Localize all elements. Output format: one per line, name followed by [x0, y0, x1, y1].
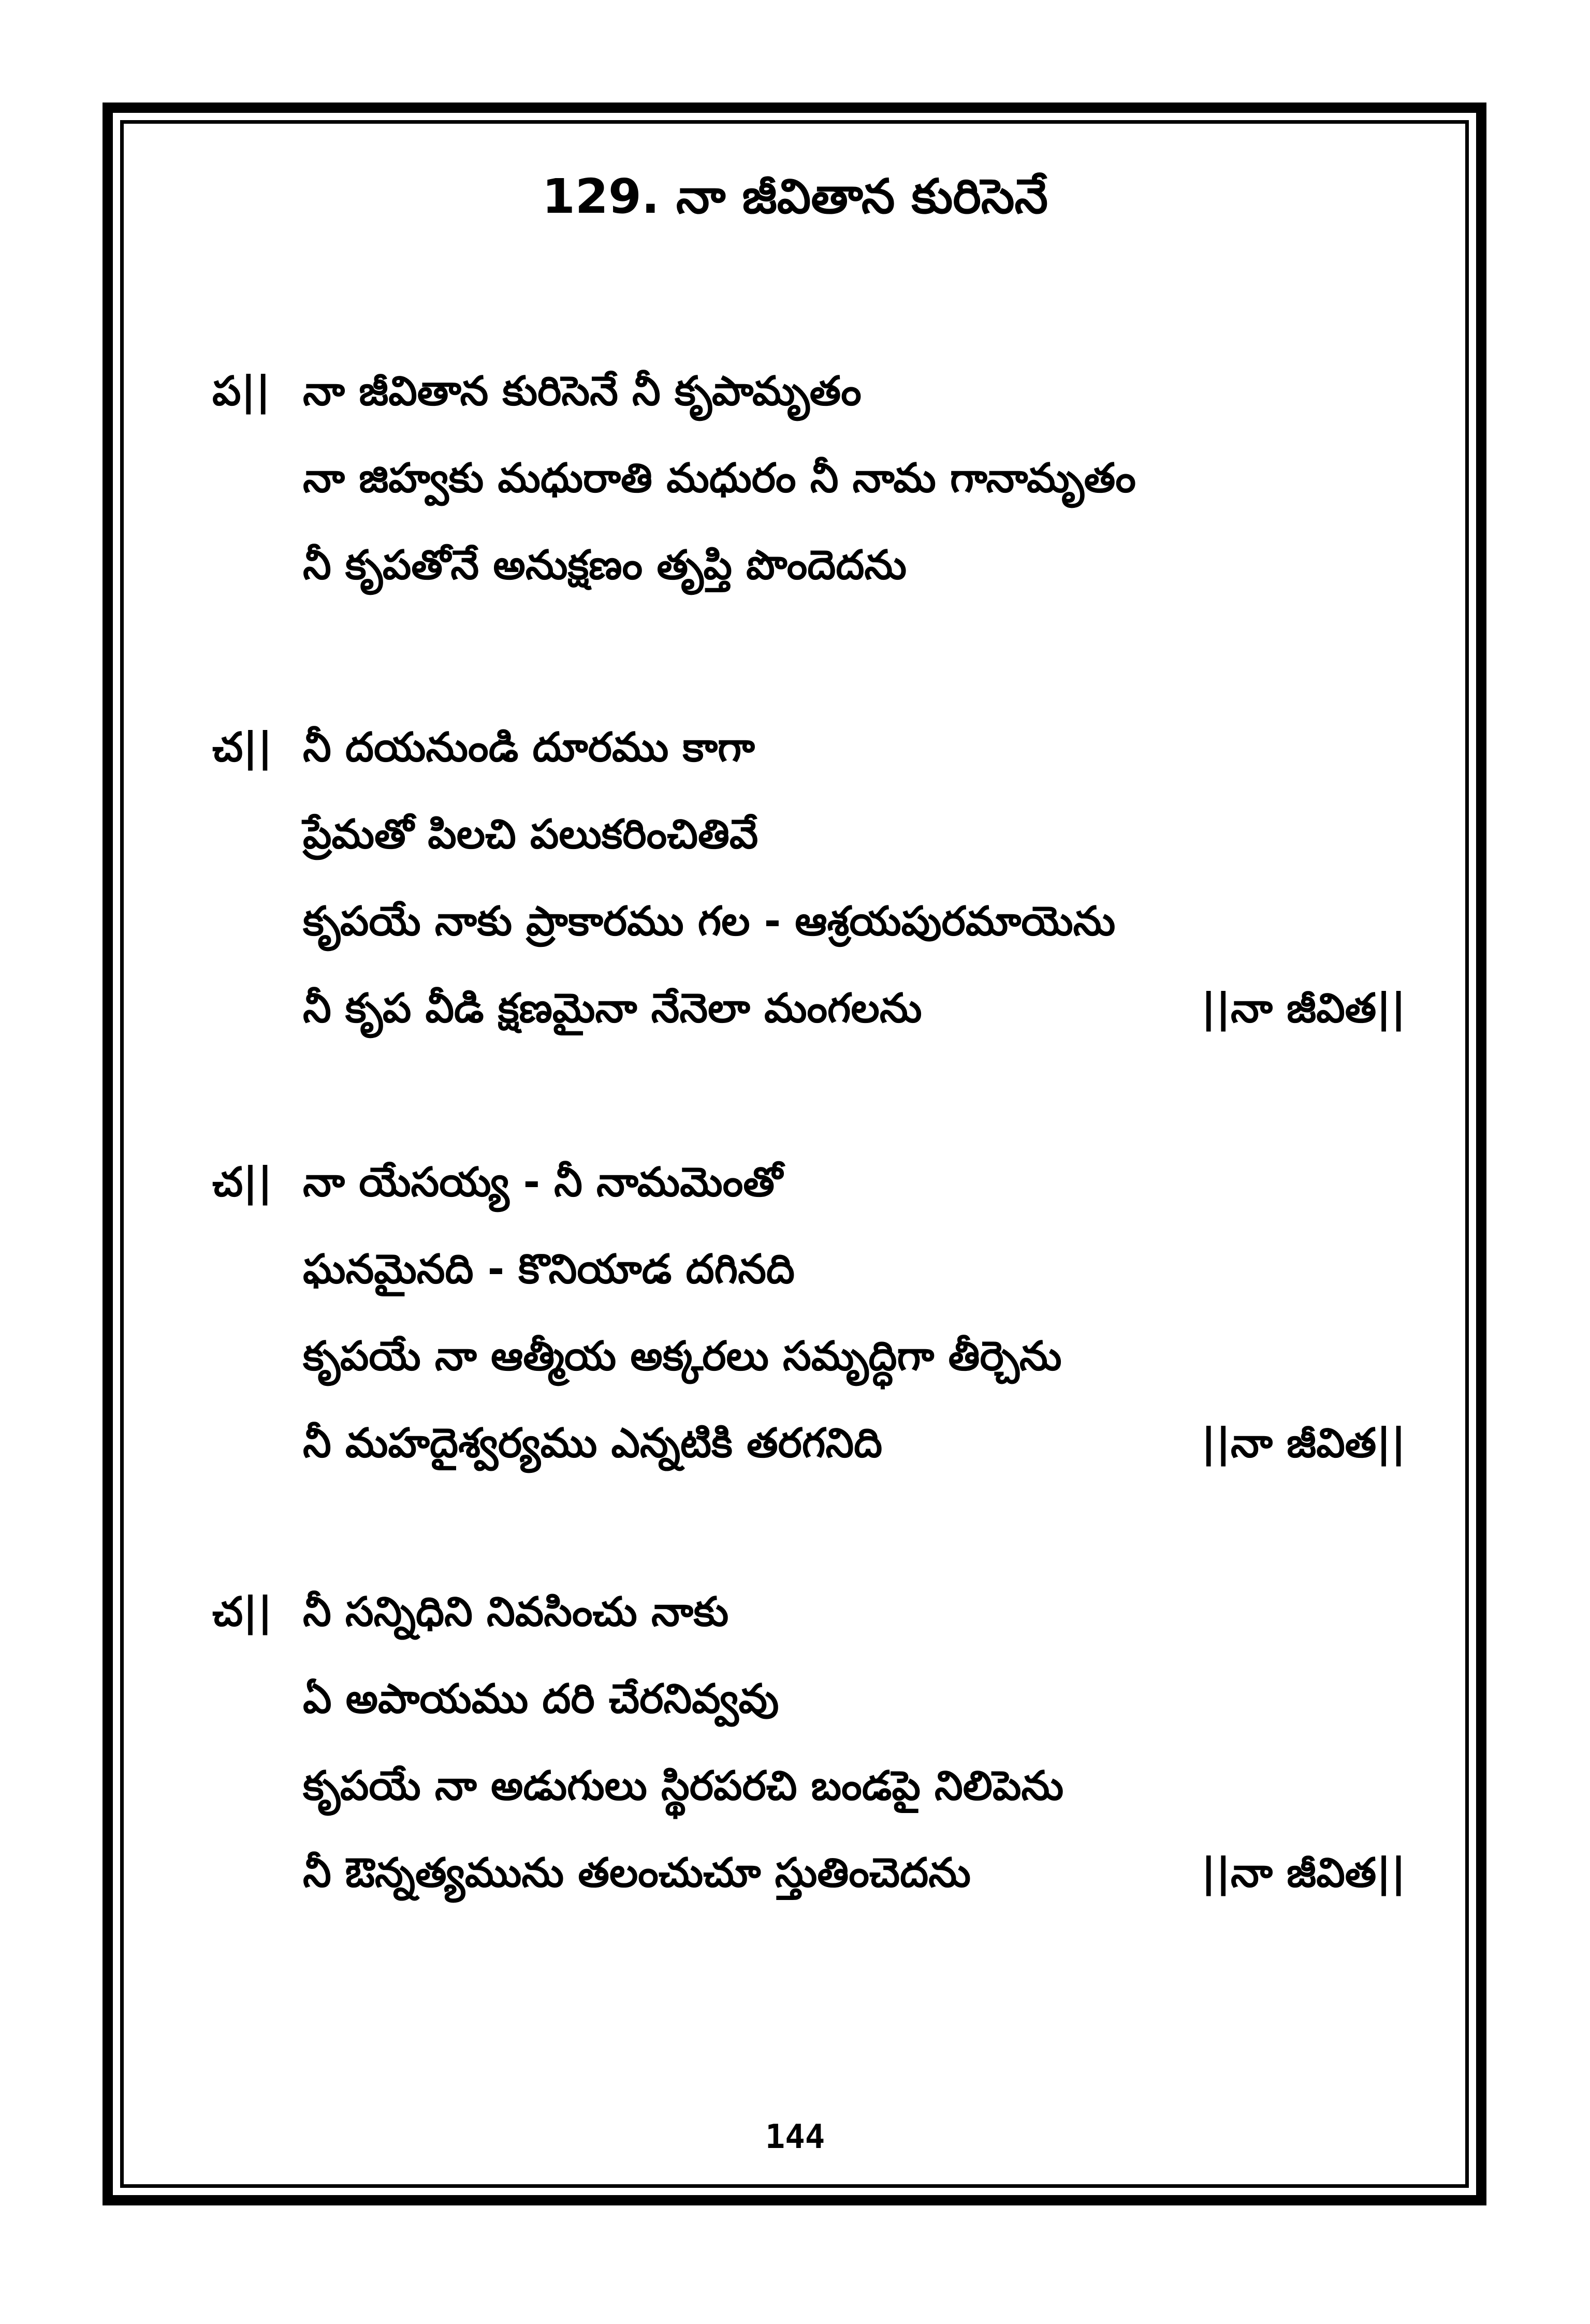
lyric-line: కృపయే నా ఆత్మీయ అక్కరలు సమృద్ధిగా తీర్చెను — [303, 1333, 1062, 1380]
lyric-line: నీ దయనుండి దూరము కాగా — [303, 724, 755, 771]
stanza-charanam-3 — [0, 1569, 1590, 1917]
lyric-line: ఏ అపాయము దరి చేరనివ్వవు — [303, 1676, 779, 1722]
lyric-line: ఘనమైనది - కొనియాడ దగినది — [303, 1246, 795, 1293]
stanza-line — [0, 1400, 1590, 1487]
stanza-line — [0, 522, 1590, 609]
stanza-line — [0, 1226, 1590, 1313]
stanza-line — [0, 1139, 1590, 1226]
stanza-marker: చ|| — [212, 724, 273, 771]
stanza-line — [0, 878, 1590, 965]
stanza-line — [0, 435, 1590, 522]
stanza-line — [0, 965, 1590, 1052]
lyric-line: నా యేసయ్య - నీ నామమెంతో — [303, 1159, 783, 1206]
stanza-line — [0, 1569, 1590, 1656]
stanza-line — [0, 1656, 1590, 1743]
lyric-line: నీ కృపతోనే అనుక్షణం తృప్తి పొందెదను — [303, 542, 907, 589]
lyric-line: నా జీవితాన కురిసెనే నీ కృపామృతం — [303, 368, 862, 415]
lyric-line: ప్రేమతో పిలచి పలుకరించితివే — [303, 811, 758, 858]
lyric-line: కృపయే నాకు ప్రాకారము గల - ఆశ్రయపురమాయెను — [303, 898, 1116, 945]
stanza-line — [0, 1743, 1590, 1830]
lyric-line: నీ మహదైశ్వర్యము ఎన్నటికి తరగనిది — [303, 1420, 883, 1467]
lyric-line: నీ సన్నిధిని నివసించు నాకు — [303, 1589, 729, 1635]
refrain-marker: ||నా జీవిత|| — [1201, 1420, 1406, 1467]
stanza-marker: చ|| — [212, 1159, 273, 1206]
stanza-charanam-1 — [0, 704, 1590, 1052]
stanza-line — [0, 1830, 1590, 1917]
stanza-line — [0, 791, 1590, 878]
stanza-marker: చ|| — [212, 1589, 273, 1635]
stanza-charanam-2 — [0, 1139, 1590, 1487]
refrain-marker: ||నా జీవిత|| — [1201, 985, 1406, 1032]
stanza-marker: ప|| — [212, 368, 271, 415]
stanza-line — [0, 348, 1590, 435]
lyric-line: నీ ఔన్నత్యమును తలంచుచూ స్తుతించెదను — [303, 1850, 971, 1896]
stanza-line — [0, 704, 1590, 791]
lyric-line: కృపయే నా అడుగులు స్థిరపరచి బండపై నిలిపెను — [303, 1763, 1064, 1809]
page-number: 144 — [765, 2118, 825, 2156]
lyric-line: నీ కృప వీడి క్షణమైనా నేనెలా మంగలను — [303, 985, 922, 1032]
lyric-line: నా జిహ్వకు మధురాతి మధురం నీ నామ గానామృతం — [303, 455, 1136, 502]
song-title: 129. నా జీవితాన కురిసెనే — [542, 169, 1048, 224]
stanza-line — [0, 1313, 1590, 1400]
refrain-marker: ||నా జీవిత|| — [1201, 1850, 1406, 1896]
stanza-pallavi — [0, 348, 1590, 609]
